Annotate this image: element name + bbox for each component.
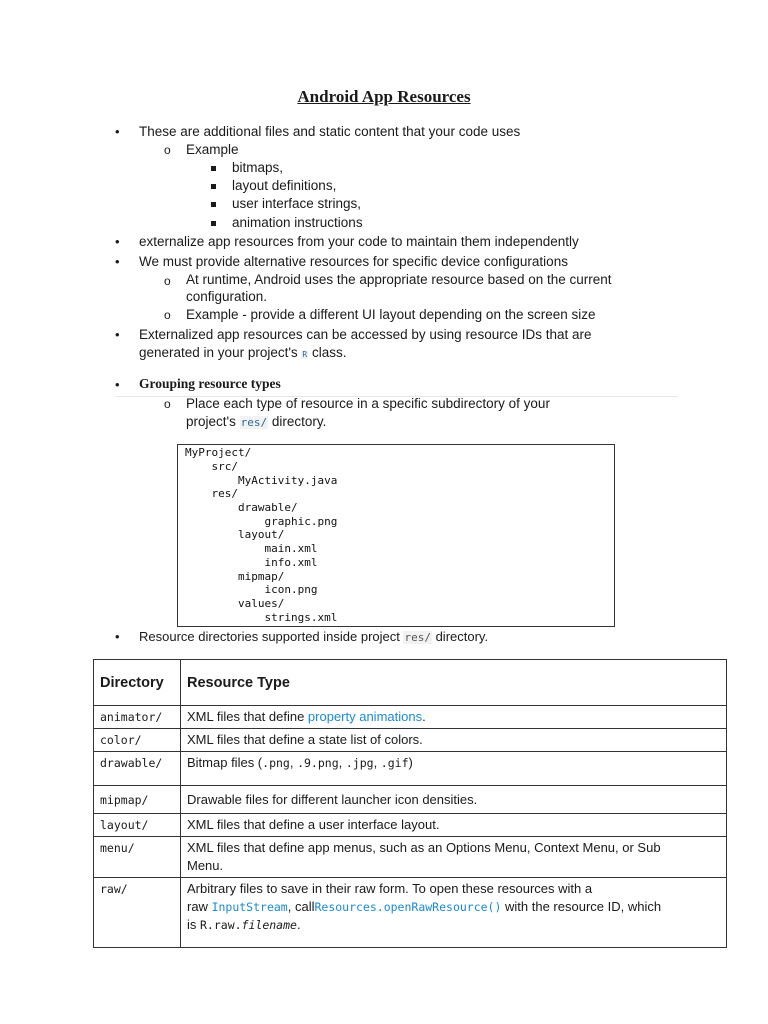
text-segment: with the resource ID, which xyxy=(501,899,662,914)
table-row xyxy=(94,837,727,878)
text-segment: ) xyxy=(408,755,413,770)
table-row xyxy=(94,752,727,786)
column-header: Directory xyxy=(94,660,181,706)
text-segment: directory. xyxy=(431,629,489,644)
text-line xyxy=(187,916,720,934)
property-animations-link[interactable]: property animations xyxy=(307,709,423,724)
sub-bullet-circle: o xyxy=(164,143,171,157)
directory-cell: drawable/ xyxy=(94,752,181,786)
description-cell: XML files that define a user interface layout. xyxy=(181,814,727,837)
inline-code-italic: filename xyxy=(241,918,297,932)
tree-line: main.xml xyxy=(185,542,318,555)
sub-bullet-circle: o xyxy=(164,397,171,411)
inputstream-link[interactable]: InputStream xyxy=(211,900,288,914)
bullet-text: Externalized app resources can be accessed by using resource IDs that are xyxy=(139,327,592,342)
description-cell xyxy=(181,706,727,729)
bullet-text xyxy=(139,629,488,644)
text-segment: generated in your project's xyxy=(139,345,302,360)
sub-bullet-circle: o xyxy=(164,274,171,288)
table-row xyxy=(94,878,727,948)
text-line: Arbitrary files to save in their raw form. To open these resources with a xyxy=(187,881,593,896)
inline-code: .png xyxy=(262,756,290,770)
text-line: XML files that define app menus, such as an Options Menu, Context Menu, or Sub xyxy=(187,840,661,855)
sub-bullet-circle: o xyxy=(164,308,171,322)
tree-line: drawable/ xyxy=(185,501,298,514)
table-header-row xyxy=(94,660,727,706)
text-segment: , xyxy=(338,755,346,770)
text-line: Menu. xyxy=(187,858,224,873)
text-line xyxy=(187,898,720,916)
table-row xyxy=(94,706,727,729)
text-segment: XML files that define xyxy=(187,709,308,724)
page-title: Android App Resources xyxy=(297,87,471,106)
inline-code: .jpg xyxy=(345,756,374,770)
description-cell: XML files that define a state list of colors. xyxy=(181,729,727,752)
directory-cell: color/ xyxy=(94,729,181,752)
text-segment: raw xyxy=(187,899,212,914)
directory-tree-box xyxy=(177,444,615,627)
text-segment: . xyxy=(422,709,426,724)
description-cell xyxy=(181,837,727,878)
text-segment: is xyxy=(187,917,200,932)
text-segment: . xyxy=(296,917,301,932)
tree-line: strings.xml xyxy=(185,611,338,624)
inline-code: .9.png xyxy=(297,756,339,770)
description-cell xyxy=(181,878,727,948)
table-row xyxy=(94,786,727,814)
section-heading: Grouping resource types xyxy=(139,376,281,391)
bullet-dot: • xyxy=(115,377,120,392)
tree-line: icon.png xyxy=(185,583,318,596)
table-row xyxy=(94,814,727,837)
bullet-dot: • xyxy=(115,254,120,269)
inline-code: .gif xyxy=(380,756,409,770)
open-raw-resource-link[interactable]: Resources.openRawResource() xyxy=(314,900,502,914)
bullet-dot: • xyxy=(115,629,120,644)
bullet-text-cont xyxy=(139,345,347,360)
bullet-text: We must provide alternative resources for specific device configurations xyxy=(139,254,568,269)
sub-bullet-text-cont xyxy=(186,414,326,429)
directory-cell: mipmap/ xyxy=(94,786,181,814)
inline-code: R xyxy=(302,350,308,359)
sub-bullet-text: Example xyxy=(186,142,239,157)
sub-bullet-text-cont: configuration. xyxy=(186,289,268,304)
text-segment: Resource directories supported inside project xyxy=(139,629,404,644)
example-item: user interface strings, xyxy=(232,196,362,211)
bullet-text: externalize app resources from your code to maintain them independently xyxy=(139,234,579,249)
tree-line: MyActivity.java xyxy=(185,474,338,487)
text-segment: , call xyxy=(287,899,315,914)
tree-line: res/ xyxy=(185,487,238,500)
bullet-dot: • xyxy=(115,234,120,249)
text-segment: directory. xyxy=(268,414,327,429)
tree-line: mipmap/ xyxy=(185,570,285,583)
column-header: Resource Type xyxy=(181,660,727,706)
text-segment: project's xyxy=(186,414,240,429)
inline-code: res/ xyxy=(240,416,268,429)
sub-bullet-text: At runtime, Android uses the appropriate resource based on the current xyxy=(186,272,612,287)
square-bullet xyxy=(211,184,216,189)
tree-line: graphic.png xyxy=(185,515,338,528)
bullet-text: These are additional files and static content that your code uses xyxy=(139,124,521,139)
example-item: animation instructions xyxy=(232,215,363,230)
directory-cell: raw/ xyxy=(94,878,181,948)
text-segment: , xyxy=(289,755,298,770)
example-item: bitmaps, xyxy=(232,160,284,175)
tree-line: info.xml xyxy=(185,556,318,569)
sub-bullet-text: Example - provide a different UI layout depending on the screen size xyxy=(186,307,596,322)
tree-line: layout/ xyxy=(185,528,285,541)
square-bullet xyxy=(211,166,216,171)
description-cell xyxy=(181,752,727,786)
example-item: layout definitions, xyxy=(232,178,337,193)
bullet-dot: • xyxy=(115,327,120,342)
description-cell: Drawable files for different launcher icon densities. xyxy=(181,786,727,814)
directory-cell: animator/ xyxy=(94,706,181,729)
text-segment: class. xyxy=(308,345,347,360)
sub-bullet-text: Place each type of resource in a specific subdirectory of your xyxy=(186,396,550,411)
inline-code: res/ xyxy=(404,631,431,644)
tree-line: MyProject/ xyxy=(185,446,252,459)
resource-table xyxy=(93,659,727,948)
square-bullet xyxy=(211,221,216,226)
tree-line: src/ xyxy=(185,460,238,473)
table-row xyxy=(94,729,727,752)
square-bullet xyxy=(211,202,216,207)
inline-code: R.raw. xyxy=(200,918,242,932)
text-segment: , xyxy=(373,755,381,770)
tree-line: values/ xyxy=(185,597,285,610)
text-segment: Bitmap files ( xyxy=(187,755,263,770)
bullet-dot: • xyxy=(115,124,120,139)
directory-cell: layout/ xyxy=(94,814,181,837)
directory-cell: menu/ xyxy=(94,837,181,878)
